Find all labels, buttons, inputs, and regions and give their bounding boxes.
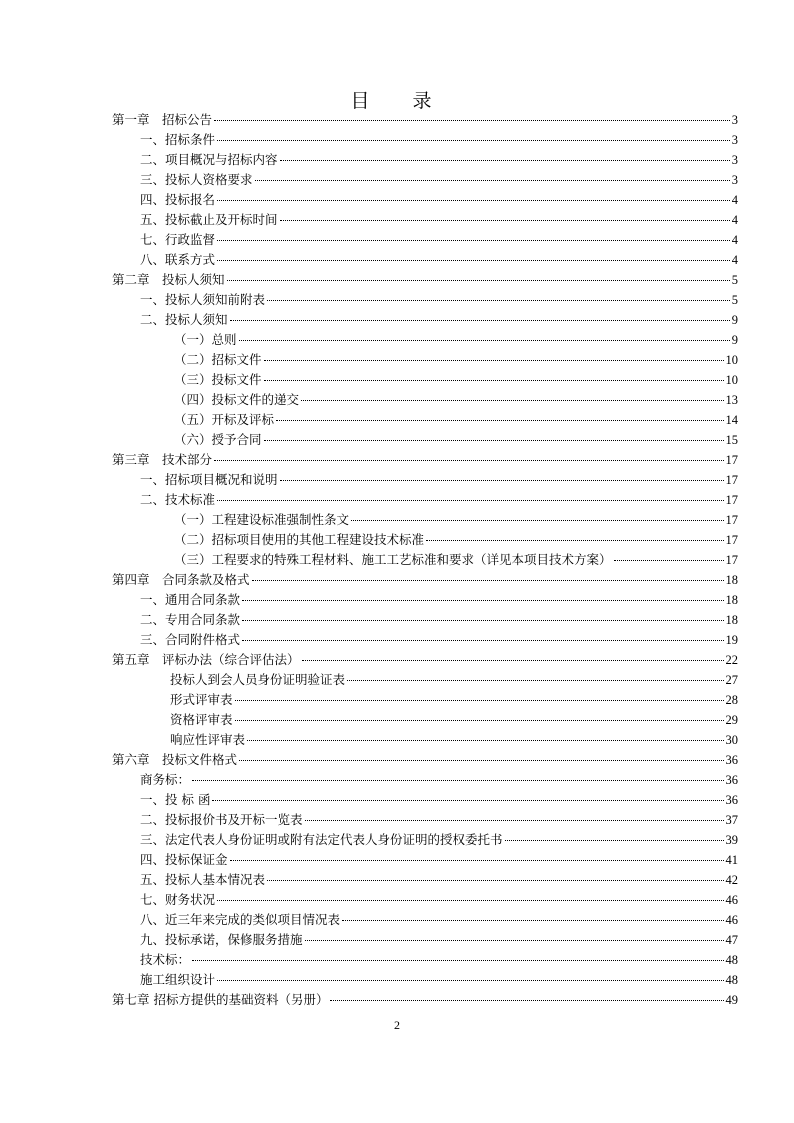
dot-leader bbox=[217, 240, 730, 241]
dot-leader bbox=[264, 360, 724, 361]
dot-leader bbox=[614, 560, 724, 561]
toc-entry-page: 5 bbox=[731, 293, 738, 307]
toc-entry-page: 41 bbox=[725, 853, 738, 867]
toc-entry[interactable] bbox=[112, 630, 738, 650]
toc-entry[interactable] bbox=[112, 670, 738, 690]
toc-entry-label: （一）总则 bbox=[174, 332, 237, 347]
toc-entry-page: 37 bbox=[725, 813, 738, 827]
toc-entry[interactable] bbox=[112, 510, 738, 530]
toc-entry-label: 二、项目概况与招标内容 bbox=[140, 152, 278, 167]
toc-entry-label: 第七章 招标方提供的基础资料（另册） bbox=[112, 992, 329, 1007]
toc-entry-page: 14 bbox=[725, 413, 738, 427]
toc-chapter-entry[interactable] bbox=[112, 750, 738, 770]
dot-leader bbox=[351, 520, 723, 521]
page-number: 2 bbox=[394, 1018, 400, 1032]
dot-leader bbox=[242, 640, 723, 641]
toc-entry[interactable] bbox=[112, 970, 738, 990]
dot-leader bbox=[505, 840, 724, 841]
toc-entry-label: 四、投标报名 bbox=[140, 192, 216, 207]
toc-entry-page: 36 bbox=[725, 793, 738, 807]
dot-leader bbox=[247, 740, 723, 741]
dot-leader bbox=[227, 280, 730, 281]
dot-leader bbox=[230, 320, 730, 321]
toc-entry-page: 18 bbox=[725, 613, 738, 627]
dot-leader bbox=[239, 340, 730, 341]
dot-leader bbox=[217, 200, 730, 201]
toc-chapter-entry[interactable] bbox=[112, 270, 738, 290]
toc-entry[interactable] bbox=[112, 870, 738, 890]
toc-entry-page: 27 bbox=[725, 673, 738, 687]
dot-leader bbox=[280, 160, 730, 161]
toc-entry-label: 第二章 投标人须知 bbox=[112, 272, 225, 287]
toc-entry[interactable] bbox=[112, 210, 738, 230]
dot-leader bbox=[255, 180, 730, 181]
toc-entry-page: 36 bbox=[725, 753, 738, 767]
toc-title: 目 录 bbox=[350, 90, 444, 112]
toc-entry-page: 17 bbox=[725, 513, 738, 527]
toc-entry-label: 一、招标项目概况和说明 bbox=[140, 472, 278, 487]
dot-leader bbox=[192, 780, 723, 781]
toc-entry-page: 48 bbox=[725, 973, 738, 987]
dot-leader bbox=[280, 220, 730, 221]
toc-entry-label: （五）开标及评标 bbox=[174, 412, 275, 427]
dot-leader bbox=[280, 480, 724, 481]
toc-entry-label: （三）工程要求的特殊工程材料、施工工艺标准和要求（详见本项目技术方案） bbox=[174, 552, 612, 567]
toc-entry[interactable] bbox=[112, 910, 738, 930]
toc-entry-page: 3 bbox=[731, 173, 738, 187]
toc-entry-page: 30 bbox=[725, 733, 738, 747]
dot-leader bbox=[214, 460, 723, 461]
toc-entry[interactable] bbox=[112, 430, 738, 450]
toc-entry-label: 资格评审表 bbox=[170, 712, 233, 727]
toc-entry-label: 五、投标人基本情况表 bbox=[140, 872, 266, 887]
toc-entry[interactable] bbox=[112, 190, 738, 210]
toc-entry[interactable] bbox=[112, 890, 738, 910]
toc-entry-label: （六）授予合同 bbox=[174, 432, 262, 447]
toc-entry-page: 5 bbox=[731, 273, 738, 287]
toc-entry[interactable] bbox=[112, 310, 738, 330]
toc-entry-page: 48 bbox=[725, 953, 738, 967]
toc-entry-label: （一）工程建设标准强制性条文 bbox=[174, 512, 350, 527]
dot-leader bbox=[217, 980, 723, 981]
toc-entry-label: 第六章 投标文件格式 bbox=[112, 752, 238, 767]
toc-entry-label: （三）投标文件 bbox=[174, 372, 262, 387]
toc-entry-page: 36 bbox=[725, 773, 738, 787]
dot-leader bbox=[239, 760, 723, 761]
toc-entry-label: 商务标： bbox=[140, 772, 191, 787]
toc-entry[interactable] bbox=[112, 590, 738, 610]
toc-entry-page: 17 bbox=[725, 473, 738, 487]
table-of-contents bbox=[112, 110, 738, 1010]
toc-entry-label: 第四章 合同条款及格式 bbox=[112, 572, 250, 587]
toc-entry-page: 10 bbox=[725, 353, 738, 367]
dot-leader bbox=[217, 260, 730, 261]
dot-leader bbox=[342, 920, 723, 921]
toc-entry-page: 3 bbox=[731, 133, 738, 147]
toc-entry[interactable] bbox=[112, 150, 738, 170]
toc-entry-page: 18 bbox=[725, 573, 738, 587]
dot-leader bbox=[276, 420, 723, 421]
toc-entry[interactable] bbox=[112, 610, 738, 630]
toc-entry[interactable] bbox=[112, 530, 738, 550]
toc-entry-page: 4 bbox=[731, 213, 738, 227]
dot-leader bbox=[252, 580, 724, 581]
toc-entry-label: （二）招标项目使用的其他工程建设技术标准 bbox=[174, 532, 425, 547]
dot-leader bbox=[242, 620, 723, 621]
toc-entry-page: 39 bbox=[725, 833, 738, 847]
toc-entry[interactable] bbox=[112, 790, 738, 810]
toc-entry-page: 4 bbox=[731, 193, 738, 207]
dot-leader bbox=[330, 1000, 723, 1001]
toc-entry-label: 一、招标条件 bbox=[140, 132, 216, 147]
toc-entry-page: 46 bbox=[725, 893, 738, 907]
toc-entry-label: 形式评审表 bbox=[170, 692, 233, 707]
toc-entry-label: 第五章 评标办法（综合评估法） bbox=[112, 652, 300, 667]
toc-entry[interactable] bbox=[112, 850, 738, 870]
dot-leader bbox=[230, 860, 724, 861]
toc-entry[interactable] bbox=[112, 710, 738, 730]
toc-entry-page: 17 bbox=[725, 533, 738, 547]
toc-entry[interactable] bbox=[112, 950, 738, 970]
toc-entry-label: 四、投标保证金 bbox=[140, 852, 228, 867]
toc-entry[interactable] bbox=[112, 330, 738, 350]
dot-leader bbox=[267, 880, 723, 881]
dot-leader bbox=[305, 820, 724, 821]
dot-leader bbox=[267, 300, 730, 301]
dot-leader bbox=[214, 120, 730, 121]
toc-chapter-entry[interactable] bbox=[112, 450, 738, 470]
toc-entry-page: 13 bbox=[725, 393, 738, 407]
toc-entry-label: （二）招标文件 bbox=[174, 352, 262, 367]
toc-chapter-entry[interactable] bbox=[112, 110, 738, 130]
toc-entry[interactable] bbox=[112, 250, 738, 270]
toc-entry-page: 47 bbox=[725, 933, 738, 947]
toc-entry-label: 一、投 标 函 bbox=[140, 792, 211, 807]
toc-entry-page: 46 bbox=[725, 913, 738, 927]
toc-entry-page: 15 bbox=[725, 433, 738, 447]
toc-entry-label: 七、行政监督 bbox=[140, 232, 216, 247]
toc-entry-page: 29 bbox=[725, 713, 738, 727]
toc-entry-label: 二、投标人须知 bbox=[140, 312, 228, 327]
toc-entry-page: 4 bbox=[731, 233, 738, 247]
toc-entry[interactable] bbox=[112, 230, 738, 250]
toc-entry-page: 17 bbox=[725, 553, 738, 567]
toc-entry[interactable] bbox=[112, 370, 738, 390]
toc-entry-label: 投标人到会人员身份证明验证表 bbox=[170, 672, 346, 687]
dot-leader bbox=[242, 600, 723, 601]
dot-leader bbox=[301, 400, 723, 401]
dot-leader bbox=[264, 380, 724, 381]
toc-entry-page: 4 bbox=[731, 253, 738, 267]
toc-entry-page: 17 bbox=[725, 453, 738, 467]
toc-entry[interactable] bbox=[112, 730, 738, 750]
toc-entry-label: （四）投标文件的递交 bbox=[174, 392, 300, 407]
toc-entry-label: 五、投标截止及开标时间 bbox=[140, 212, 278, 227]
toc-entry[interactable] bbox=[112, 390, 738, 410]
toc-entry[interactable] bbox=[112, 410, 738, 430]
toc-entry-page: 28 bbox=[725, 693, 738, 707]
dot-leader bbox=[212, 800, 723, 801]
toc-entry-page: 9 bbox=[731, 333, 738, 347]
toc-entry-label: 三、投标人资格要求 bbox=[140, 172, 253, 187]
dot-leader bbox=[192, 960, 723, 961]
toc-entry-label: 八、近三年来完成的类似项目情况表 bbox=[140, 912, 341, 927]
toc-entry[interactable] bbox=[112, 810, 738, 830]
toc-entry-page: 9 bbox=[731, 313, 738, 327]
dot-leader bbox=[217, 500, 723, 501]
toc-entry-page: 22 bbox=[725, 653, 738, 667]
toc-entry-page: 3 bbox=[731, 153, 738, 167]
toc-entry[interactable] bbox=[112, 290, 738, 310]
toc-entry-label: 技术标： bbox=[140, 952, 191, 967]
toc-entry-label: 九、投标承诺，保修服务措施 bbox=[140, 932, 303, 947]
dot-leader bbox=[305, 940, 724, 941]
dot-leader bbox=[235, 720, 724, 721]
toc-entry[interactable] bbox=[112, 170, 738, 190]
dot-leader bbox=[302, 660, 724, 661]
toc-entry-page: 17 bbox=[725, 493, 738, 507]
toc-chapter-entry[interactable] bbox=[112, 570, 738, 590]
toc-entry-page: 42 bbox=[725, 873, 738, 887]
toc-entry-page: 3 bbox=[731, 113, 738, 127]
toc-entry-label: 响应性评审表 bbox=[170, 732, 246, 747]
toc-entry-label: 八、联系方式 bbox=[140, 252, 216, 267]
toc-entry-label: 一、通用合同条款 bbox=[140, 592, 241, 607]
toc-entry-label: 施工组织设计 bbox=[140, 972, 216, 987]
toc-entry-label: 二、专用合同条款 bbox=[140, 612, 241, 627]
toc-entry-label: 二、技术标准 bbox=[140, 492, 216, 507]
dot-leader bbox=[235, 700, 724, 701]
toc-entry[interactable] bbox=[112, 350, 738, 370]
toc-entry[interactable] bbox=[112, 550, 738, 570]
toc-entry-page: 10 bbox=[725, 373, 738, 387]
toc-entry[interactable] bbox=[112, 490, 738, 510]
dot-leader bbox=[264, 440, 724, 441]
dot-leader bbox=[217, 140, 730, 141]
dot-leader bbox=[347, 680, 723, 681]
toc-entry-page: 49 bbox=[725, 993, 738, 1007]
toc-entry-page: 18 bbox=[725, 593, 738, 607]
toc-entry-label: 二、投标报价书及开标一览表 bbox=[140, 812, 303, 827]
toc-entry-label: 一、投标人须知前附表 bbox=[140, 292, 266, 307]
toc-entry-label: 三、合同附件格式 bbox=[140, 632, 241, 647]
toc-entry[interactable] bbox=[112, 830, 738, 850]
toc-entry-page: 19 bbox=[725, 633, 738, 647]
dot-leader bbox=[426, 540, 723, 541]
toc-chapter-entry[interactable] bbox=[112, 990, 738, 1010]
toc-entry[interactable] bbox=[112, 470, 738, 490]
dot-leader bbox=[217, 900, 723, 901]
toc-entry-label: 第三章 技术部分 bbox=[112, 452, 213, 467]
toc-entry[interactable] bbox=[112, 130, 738, 150]
toc-entry-label: 三、法定代表人身份证明或附有法定代表人身份证明的授权委托书 bbox=[140, 832, 503, 847]
toc-entry-label: 七、财务状况 bbox=[140, 892, 216, 907]
toc-entry[interactable] bbox=[112, 770, 738, 790]
toc-entry-label: 第一章 招标公告 bbox=[112, 112, 213, 127]
toc-entry[interactable] bbox=[112, 930, 738, 950]
toc-chapter-entry[interactable] bbox=[112, 650, 738, 670]
toc-entry[interactable] bbox=[112, 690, 738, 710]
